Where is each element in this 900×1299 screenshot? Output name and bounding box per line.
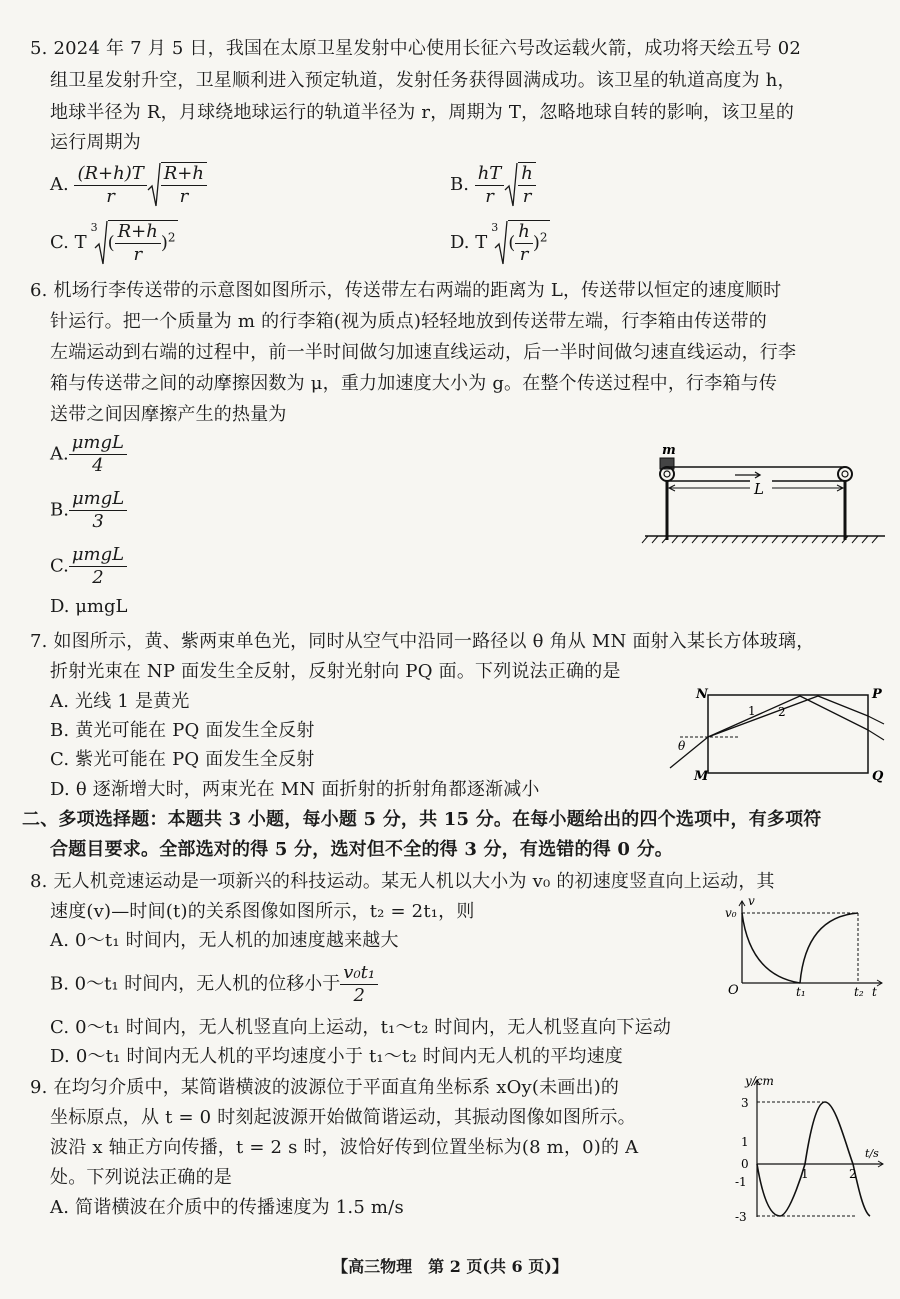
svg-text:0: 0 bbox=[741, 1157, 749, 1171]
svg-text:M: M bbox=[694, 769, 709, 784]
q6-option-d: D. μmgL bbox=[50, 596, 128, 617]
q6-option-b: B. $\frac{\text{μmgL}}{3}$ bbox=[50, 488, 127, 533]
svg-text:N: N bbox=[696, 687, 708, 702]
q5-option-b-fraction: $\frac{hT}{r}$ bbox=[475, 163, 505, 208]
q9-line1: 9. 在均匀介质中，某简谐横波的波源位于平面直角坐标系 xOy(未画出)的 bbox=[30, 1077, 620, 1098]
q6-line4: 箱与传送带之间的动摩擦因数为 μ，重力加速度大小为 g。在整个传送过程中，行李箱与传 bbox=[50, 373, 778, 394]
q7-option-a: A. 光线 1 是黄光 bbox=[50, 691, 190, 712]
q9-line4: 处。下列说法正确的是 bbox=[50, 1167, 232, 1188]
ray-1-label: 1 bbox=[748, 704, 756, 718]
q5-option-d: D. $T^3$( $\frac{h}{r}$ )$^2$ bbox=[450, 221, 548, 265]
q8-option-c: C. 0～t₁ 时间内，无人机竖直向上运动，t₁～t₂ 时间内，无人机竖直向下运动 bbox=[50, 1017, 672, 1038]
ray-2 bbox=[708, 696, 868, 737]
q6-line1: 6. 机场行李传送带的示意图如图所示，传送带左右两端的距离为 L，传送带以恒定的速度顺时 bbox=[30, 280, 782, 301]
curve-accelerate bbox=[800, 913, 858, 983]
q5-line4: 运行周期为 bbox=[50, 132, 141, 153]
svg-text:v₀: v₀ bbox=[725, 906, 737, 920]
svg-text:1: 1 bbox=[801, 1167, 809, 1181]
q8-option-d: D. 0～t₁ 时间内无人机的平均速度小于 t₁～t₂ 时间内无人机的平均速度 bbox=[50, 1046, 623, 1067]
ground-hatching bbox=[642, 536, 878, 543]
svg-text:-1: -1 bbox=[735, 1175, 747, 1189]
length-label: L bbox=[754, 480, 764, 498]
q5-line3: 地球半径为 R，月球绕地球运行的轨道半径为 r，周期为 T，忽略地球自转的影响，该卫星的 bbox=[50, 102, 795, 123]
q7-line2: 折射光束在 NP 面发生全反射，反射光射向 PQ 面。下列说法正确的是 bbox=[50, 661, 621, 682]
q6-option-a: A. $\frac{\text{μmgL}}{4}$ bbox=[50, 432, 127, 477]
section2-line1: 二、多项选择题：本题共 3 小题，每小题 5 分，共 15 分。在每小题给出的四个选项中，有多项符 bbox=[22, 809, 822, 830]
svg-text:t: t bbox=[872, 985, 877, 999]
svg-text:3: 3 bbox=[741, 1096, 749, 1110]
right-roller bbox=[838, 467, 852, 481]
q5-line1: 5. 2024 年 7 月 5 日，我国在太原卫星发射中心使用长征六号改运载火箭，成功将天绘五号 02 bbox=[30, 38, 802, 59]
sine-wave bbox=[757, 1102, 870, 1216]
q6-line3: 左端运动到右端的过程中，前一半时间做匀加速直线运动，后一半时间做匀速直线运动，行李 bbox=[50, 342, 797, 363]
q6-line5: 送带之间因摩擦产生的热量为 bbox=[50, 404, 287, 425]
incident-ray bbox=[670, 737, 708, 768]
mass-label: m bbox=[662, 443, 676, 458]
q7-line1: 7. 如图所示，黄、紫两束单色光，同时从空气中沿同一路径以 θ 角从 MN 面射入某长方体玻璃， bbox=[30, 631, 815, 652]
svg-text:O: O bbox=[728, 983, 739, 998]
q5-option-d-radicand: $\frac{h}{r}$ bbox=[515, 221, 533, 266]
q8-line1: 8. 无人机竞速运动是一项新兴的科技运动。某无人机以大小为 v₀ 的初速度竖直向上运动，其 bbox=[30, 871, 775, 892]
q6-line2: 针运行。把一个质量为 m 的行李箱(视为质点)轻轻地放到传送带左端，行李箱由传送带的 bbox=[50, 311, 767, 332]
svg-text:1: 1 bbox=[741, 1135, 749, 1149]
q7-glass-figure bbox=[660, 680, 890, 790]
q5-option-c: C. $T^3$( $\frac{R+h}{r}$ )$^2$ bbox=[50, 221, 176, 265]
page-footer: 【高三物理 第 2 页(共 6 页)】 bbox=[332, 1257, 568, 1276]
q5-option-a-radicand: $\frac{R+h}{r}$ bbox=[161, 162, 207, 208]
svg-text:t/s: t/s bbox=[865, 1147, 879, 1160]
svg-text:P: P bbox=[872, 687, 882, 702]
sqrt-sign-icon bbox=[504, 162, 518, 208]
theta-label: θ bbox=[678, 739, 686, 753]
q5-line2: 组卫星发射升空，卫星顺利进入预定轨道，发射任务获得圆满成功。该卫星的轨道高度为 h， bbox=[50, 70, 796, 91]
q5-option-c-radicand: $\frac{R+h}{r}$ bbox=[115, 221, 161, 266]
ray-1 bbox=[708, 696, 868, 737]
q9-line2: 坐标原点，从 t = 0 时刻起波源开始做简谐运动，其振动图像如图所示。 bbox=[50, 1107, 636, 1128]
curve-decelerate bbox=[742, 913, 800, 983]
q7-option-d: D. θ 逐渐增大时，两束光在 MN 面折射的折射角都逐渐减小 bbox=[50, 779, 540, 800]
q9-line3: 波沿 x 轴正方向传播，t = 2 s 时，波恰好传到位置坐标为(8 m，0)的 A bbox=[50, 1137, 639, 1158]
q8-vt-graph bbox=[720, 895, 890, 1000]
q7-option-c: C. 紫光可能在 PQ 面发生全反射 bbox=[50, 749, 315, 770]
svg-text:2: 2 bbox=[849, 1167, 857, 1181]
svg-text:-3: -3 bbox=[735, 1210, 747, 1222]
svg-text:y/cm: y/cm bbox=[745, 1074, 774, 1088]
q5-option-a-fraction: $\frac{(R+h)T}{r}$ bbox=[74, 163, 146, 208]
q5-option-b: B. $\frac{hT}{r}$ $\frac{h}{r}$ bbox=[450, 162, 536, 208]
q8-line2: 速度(v)—时间(t)的关系图像如图所示，t₂ = 2t₁，则 bbox=[50, 901, 475, 922]
svg-text:t₂: t₂ bbox=[854, 985, 864, 999]
ray-2-label: 2 bbox=[778, 705, 786, 719]
svg-text:t₁: t₁ bbox=[796, 985, 806, 999]
q6-conveyor-figure bbox=[640, 440, 890, 550]
svg-text:Q: Q bbox=[872, 769, 884, 784]
q6-option-c: C. $\frac{\text{μmgL}}{2}$ bbox=[50, 544, 127, 589]
q8-option-a: A. 0～t₁ 时间内，无人机的加速度越来越大 bbox=[50, 930, 399, 951]
q9-option-a: A. 简谐横波在介质中的传播速度为 1.5 m/s bbox=[50, 1197, 404, 1218]
q5-option-b-radicand: $\frac{h}{r}$ bbox=[518, 162, 536, 208]
q7-option-b: B. 黄光可能在 PQ 面发生全反射 bbox=[50, 720, 315, 741]
svg-text:v: v bbox=[748, 895, 755, 908]
q5-option-a: A. $\frac{(R+h)T}{r}$ $\frac{R+h}{r}$ bbox=[50, 162, 207, 208]
q8-option-b: B. 0～t₁ 时间内，无人机的位移小于 $\frac{\text{v₀t₁}}{2}$ bbox=[50, 962, 378, 1007]
q9-vibration-graph bbox=[725, 1072, 890, 1222]
sqrt-sign-icon bbox=[147, 162, 161, 208]
section2-line2: 合题目要求。全部选对的得 5 分，选对但不全的得 3 分，有选错的得 0 分。 bbox=[50, 839, 673, 860]
